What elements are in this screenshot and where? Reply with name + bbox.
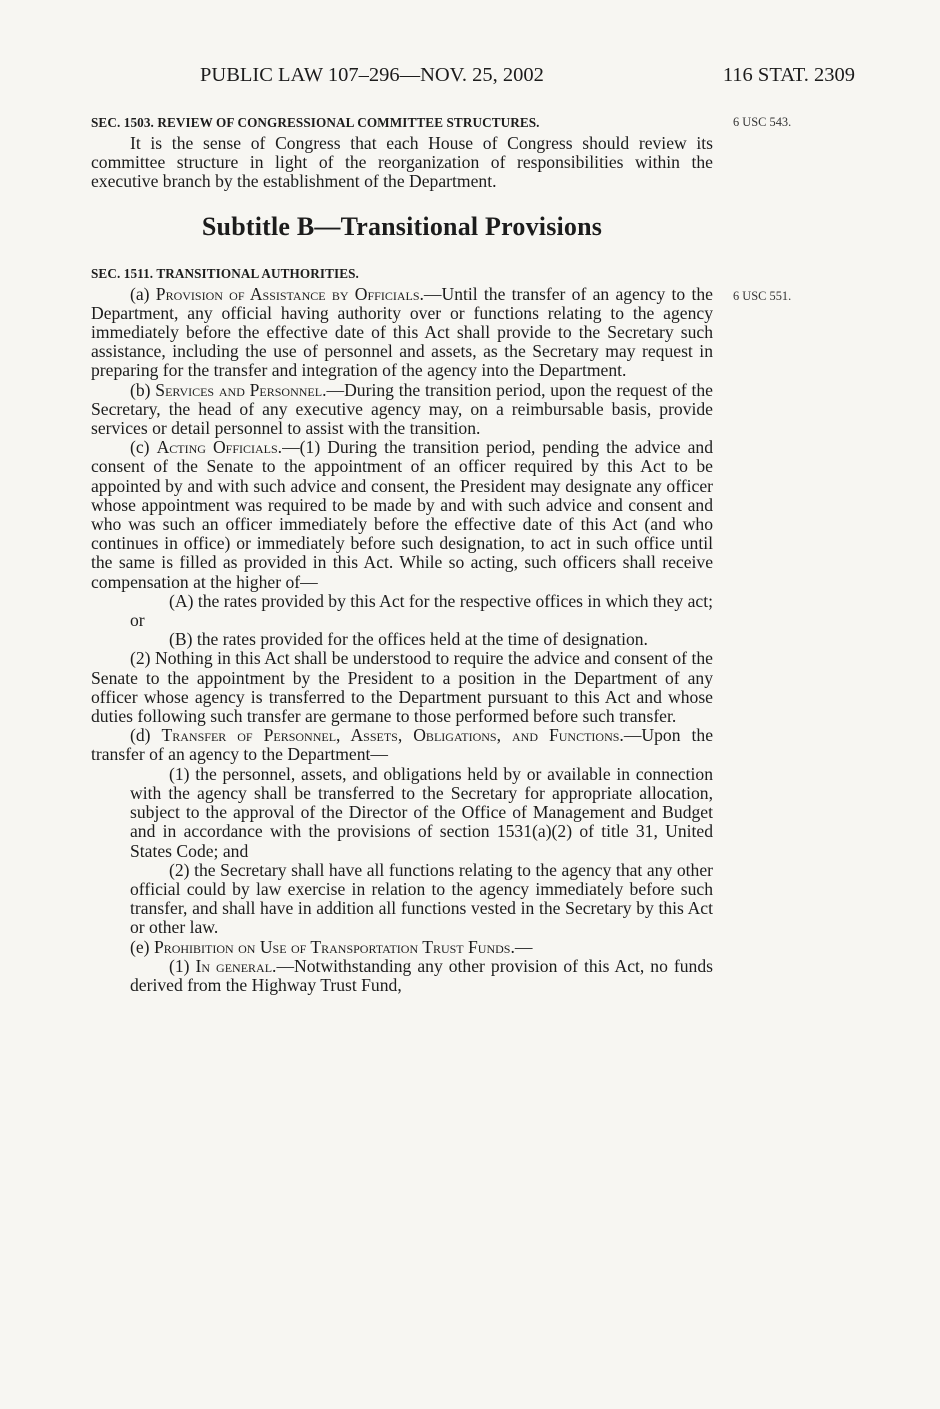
subsection-b <box>91 381 713 439</box>
subsection-c-caption: Acting Officials. <box>156 437 283 458</box>
subsection-a-caption: Provision of Assistance by Officials. <box>155 283 424 304</box>
subsection-d-label: (d) <box>130 725 162 746</box>
subsection-e-label: (e) <box>130 936 154 957</box>
subtitle-heading: Subtitle B—Transitional Provisions <box>201 211 603 241</box>
subsection-a-label: (a) <box>130 283 156 304</box>
subsection-d-text: —Upon the transfer of an agency to the Department— <box>91 725 713 765</box>
subsection-c-clause-a: (A) the rates provided by this Act for the respective offices in which they act; or <box>130 590 713 631</box>
subsection-e-dash: — <box>514 936 533 957</box>
margin-note-sec1503: 6 USC 543. <box>733 115 792 129</box>
margin-note-sec1511: 6 USC 551. <box>733 289 792 303</box>
subsection-d <box>91 726 713 764</box>
subsection-a <box>91 285 713 381</box>
subsection-e-p1-caption: In general. <box>195 955 277 976</box>
subsection-c-paragraph-2: (2) Nothing in this Act shall be understood to require the advice and consent of the Senate to the appointment by the President to a position in the Department of any officer whose agency is transferred to the Department pursuant to this Act and whose duties following such transfer are germane to those performed before such transfer. <box>91 648 713 727</box>
subsection-c-label: (c) <box>130 437 157 458</box>
subsection-d-paragraph-1: (1) the personnel, assets, and obligations held by or available in connection with the agency shall be transferred to the Secretary for appropriate allocation, subject to the approval of the Director of the Office of Management and Budget and in accordance with the provisions of section 1531(a)(2) of title 31, United States Code; and <box>130 763 713 861</box>
sec1503-paragraph: It is the sense of Congress that each House of Congress should review its committee structure in light of the reorganization of responsibilities within the executive branch by the establishment of the Department. <box>91 133 713 192</box>
subsection-e <box>91 938 713 957</box>
subsection-b-text: —During the transition period, upon the request of the Secretary, the head of any executive agency may, on a reimbursable basis, provide services or detail personnel to assist with the transition. <box>91 379 713 439</box>
body-text <box>91 113 713 995</box>
subsection-e-paragraph-1 <box>91 957 713 995</box>
statute-page-number: 116 STAT. 2309 <box>722 64 855 86</box>
subsection-d-paragraph-2: (2) the Secretary shall have all functions relating to the agency that any other official could by law exercise in relation to the agency immediately before such transfer, and shall have in addition all functions vested in the Secretary by this Act or other law. <box>130 859 713 938</box>
subsection-e-p1-text: —Notwithstanding any other provision of this Act, no funds derived from the Highway Trust Fund, <box>130 955 713 995</box>
subsection-e-caption: Prohibition on Use of Transportation Trust Funds. <box>153 936 515 957</box>
law-citation: PUBLIC LAW 107–296—NOV. 25, 2002 <box>200 64 544 86</box>
subsection-e-p1-label: (1) <box>169 955 196 976</box>
subsection-c-text: —(1) During the transition period, pending the advice and consent of the Senate to the appointment of an officer required by this Act to be appointed by and with such advice and consent, the President may designate any officer whose appointment was required to be made by and with such advice and consent and who was such an officer immediately before the effective date of this Act (and who continues in office) or immediately before such designation, to act in such office until the same is filled as provided in this Act. While so acting, such officers shall receive compensation at the higher of— <box>91 437 713 592</box>
subsection-a-text: —Until the transfer of an agency to the Department, any official having authority over or functions relating to the agency immediately before the effective date of this Act shall provide to the Secretary such assistance, including the use of personnel and assets, as the Secretary may request in preparing for the transfer and integration of the agency into the Department. <box>91 283 713 381</box>
subsection-b-label: (b) <box>130 379 156 400</box>
subsection-d-caption: Transfer of Personnel, Assets, Obligations, and Functions. <box>161 725 624 746</box>
section-heading-1511: SEC. 1511. TRANSITIONAL AUTHORITIES. <box>91 265 359 281</box>
subsection-c <box>91 438 713 592</box>
subsection-b-caption: Services and Personnel. <box>155 379 327 400</box>
section-heading-1503: SEC. 1503. REVIEW OF CONGRESSIONAL COMMITTEE STRUCTURES. <box>91 115 540 130</box>
subsection-c-clause-b: (B) the rates provided for the offices held at the time of designation. <box>169 629 648 650</box>
